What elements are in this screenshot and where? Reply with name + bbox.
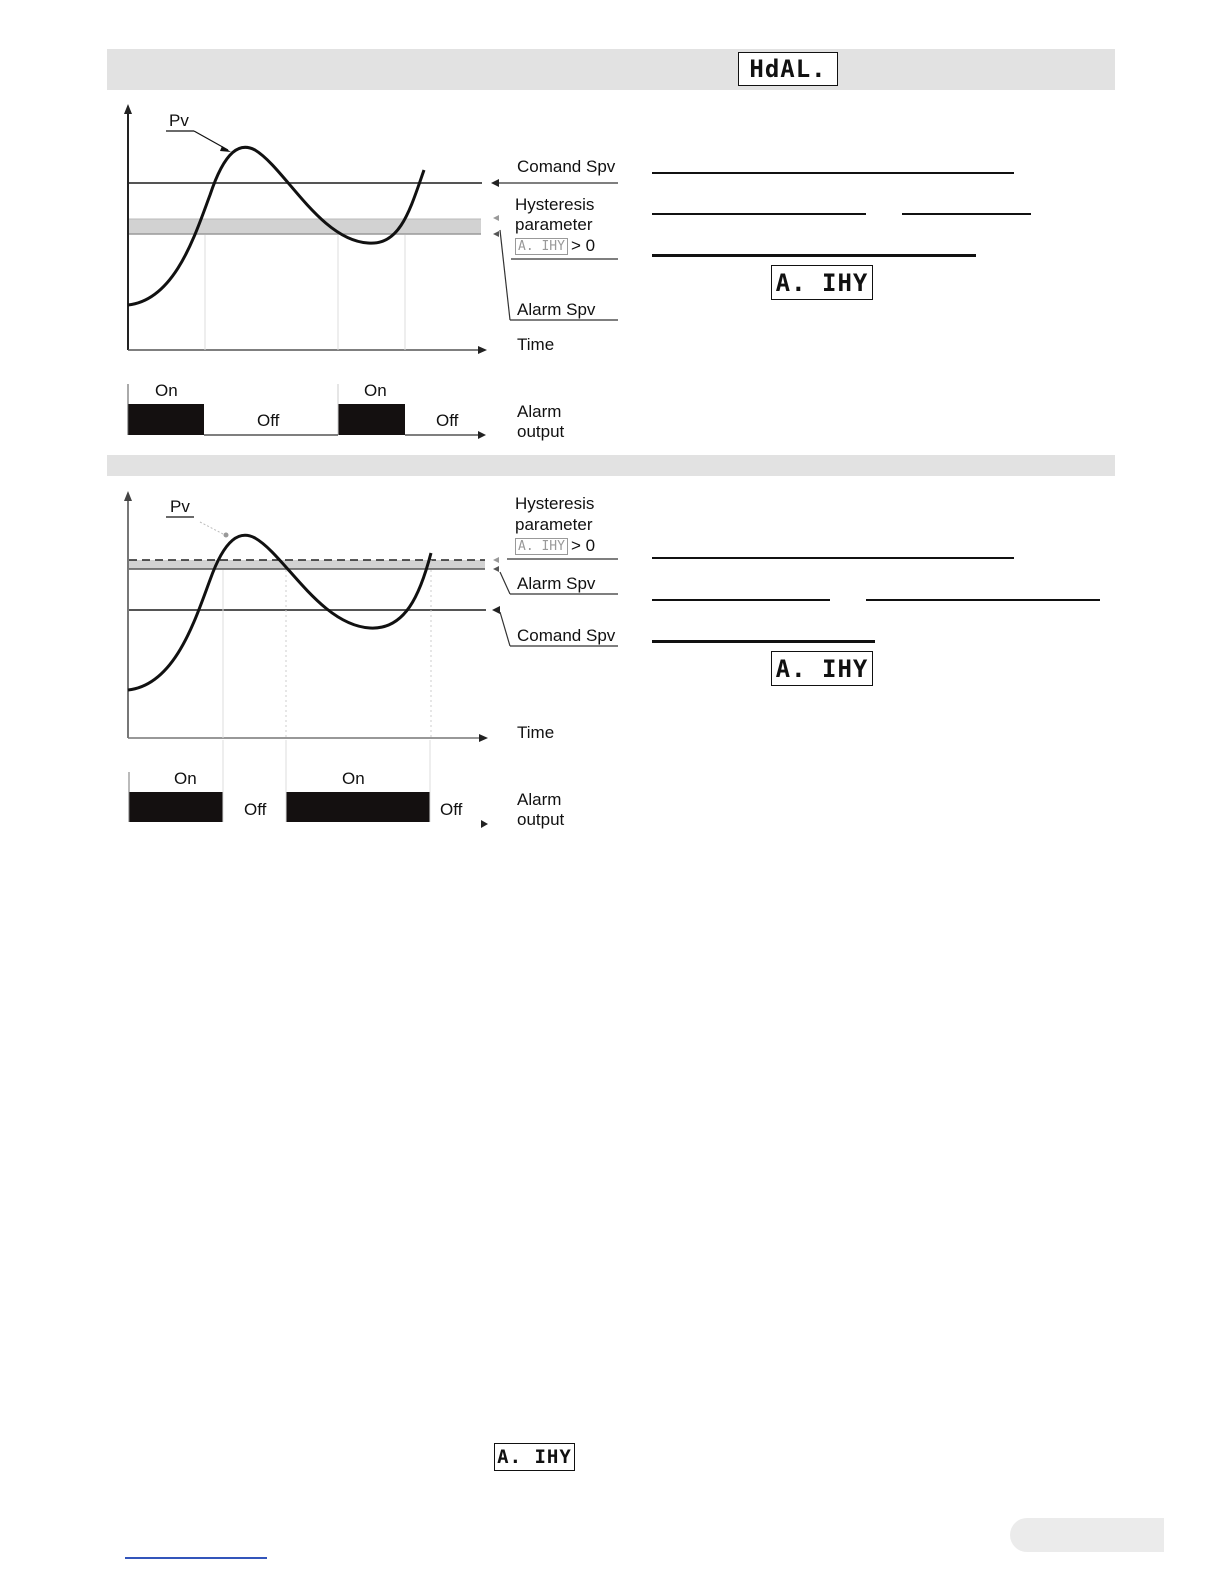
- diagram2-text-rule-1: [652, 557, 1014, 559]
- diagram1-on-label-2: On: [364, 381, 387, 400]
- footer-link[interactable]: [125, 1557, 267, 1559]
- diagram2-output-on-2: [286, 792, 430, 822]
- diagram2-on-label-2: On: [342, 769, 365, 788]
- diagram2-off-label-2: Off: [440, 800, 463, 819]
- diagram1-comand-arrow: [491, 179, 499, 187]
- diagram2-time-label: Time: [517, 723, 555, 742]
- diagram2-pv-curve: [128, 535, 431, 690]
- diagram2-on-label-1: On: [174, 769, 197, 788]
- diagram1-alarm-spv-label: Alarm Spv: [517, 300, 596, 319]
- diagram1-text-rule-2a: [652, 213, 866, 215]
- diagram1-on-label-1: On: [155, 381, 178, 400]
- diagram1-display-code: A. IHY: [771, 265, 873, 300]
- diagram2-output-on-1: [129, 792, 223, 822]
- diagram1-time-label: Time: [517, 335, 555, 354]
- diagram1-hysteresis-code: A. IHY: [515, 238, 568, 255]
- bottom-display-code: A. IHY: [494, 1443, 575, 1471]
- diagram1-hysteresis-label-1: Hysteresis: [515, 195, 595, 214]
- diagram2-text-rule-3: [652, 640, 875, 643]
- page-number-tab: [1010, 1518, 1164, 1552]
- diagram1-text-rule-1: [652, 172, 1014, 174]
- diagram2-hysteresis-label-1: Hysteresis: [515, 494, 595, 513]
- diagram2-comand-arrow: [492, 606, 500, 614]
- diagram2-hysteresis-band: [129, 560, 485, 569]
- diagram2-text-rule-2b: [866, 599, 1100, 601]
- diagram2-alarm-output-label-1: Alarm: [517, 790, 562, 809]
- diagram2-hysteresis-code: A. IHY: [515, 538, 568, 555]
- diagram1-alarm-output-label-1: Alarm: [517, 402, 562, 421]
- diagram1-hysteresis-condition-text: > 0: [570, 236, 596, 255]
- diagram2-alarm-output-label-2: output: [517, 810, 565, 829]
- diagram1-hysteresis-band: [129, 219, 481, 234]
- diagram1-pv-label: Pv: [169, 111, 189, 130]
- diagram1-hysteresis-condition: [515, 236, 595, 256]
- diagram2-x-axis-arrow: [479, 734, 488, 742]
- diagram2-hysteresis-label-2: parameter: [515, 515, 593, 534]
- diagram2-display-code: A. IHY: [771, 651, 873, 686]
- diagram1-alarm-output-label-2: output: [517, 422, 565, 441]
- diagram2-pv-label: Pv: [170, 497, 190, 516]
- diagram1-hysteresis-label-2: parameter: [515, 215, 593, 234]
- diagram2-off-label-1: Off: [244, 800, 267, 819]
- header-display-code: HdAL.: [738, 52, 838, 86]
- diagram2-comand-spv-label: Comand Spv: [517, 626, 616, 645]
- diagram1-text-rule-2b: [902, 213, 1031, 215]
- diagram1-off-label-1: Off: [257, 411, 280, 430]
- diagram2-alarm-spv-label: Alarm Spv: [517, 574, 596, 593]
- diagram1-output-on-2: [338, 404, 405, 435]
- diagram1-y-axis-arrow: [124, 104, 132, 114]
- diagram2-hysteresis-condition: [515, 536, 595, 556]
- diagram2-hysteresis-condition-text: > 0: [570, 536, 596, 555]
- diagram1-x-axis-arrow: [478, 346, 487, 354]
- diagram1-comand-spv-label: Comand Spv: [517, 157, 616, 176]
- diagram2-text-rule-2a: [652, 599, 830, 601]
- diagram1-output-on-1: [128, 404, 204, 435]
- diagram2-y-axis-arrow: [124, 491, 132, 501]
- diagram1-off-label-2: Off: [436, 411, 459, 430]
- diagram1-text-rule-3: [652, 254, 976, 257]
